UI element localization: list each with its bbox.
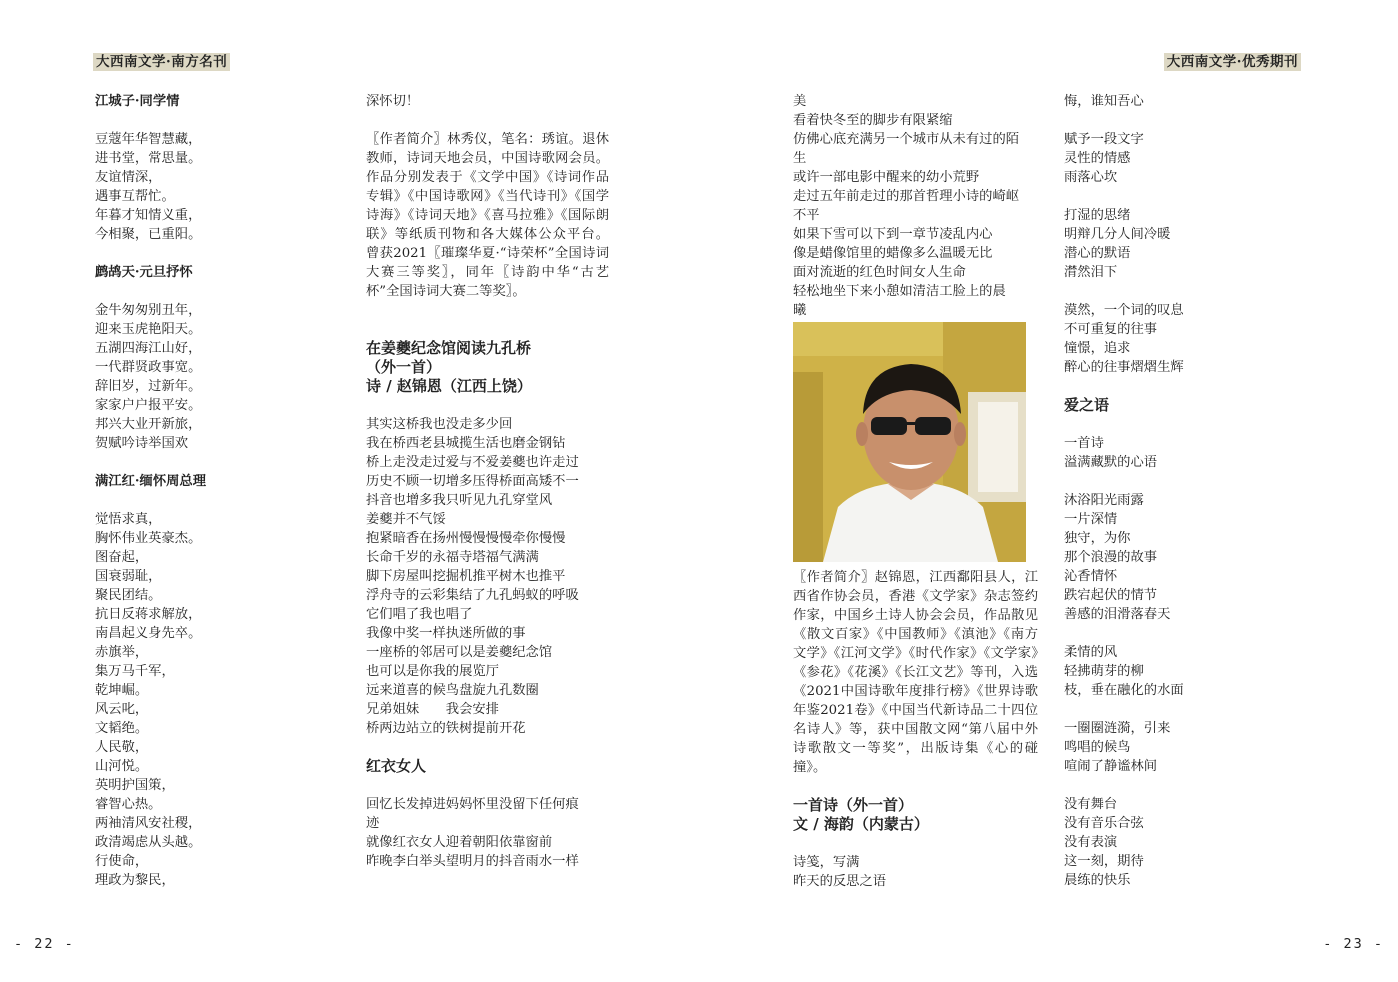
text-line: 抗日反蒋求解放， [95, 607, 202, 622]
poem-body-yishoushi [793, 853, 1038, 891]
right-column-1 [793, 92, 1038, 891]
text-line: 觉悟求真， [95, 512, 162, 527]
text-line [95, 491, 325, 510]
text-line: 没有表演 [1064, 835, 1118, 850]
text-line: 桥上走没走过爱与不爱姜夔也许走过 [366, 455, 579, 470]
text-line: 睿智心热。 [95, 797, 162, 812]
text-line: 漠然，一个词的叹息 [1064, 303, 1184, 318]
text-line: 赤旗举， [95, 645, 149, 660]
text-line: 灵性的情感 [1064, 151, 1131, 166]
text-line: 不可重复的往事 [1064, 322, 1158, 337]
text-line [95, 282, 325, 301]
text-line: 悔，谁知吾心 [1064, 94, 1144, 109]
section-title: 满江红·缅怀周总理 [95, 474, 207, 489]
running-head-left: 大西南文学·南方名刊 [93, 53, 230, 71]
text-line: 远来道喜的候鸟盘旋九孔数圈 [366, 683, 539, 698]
text-line: 潜心的默语 [1064, 246, 1131, 261]
text-line: 明辩几分人间冷暖 [1064, 227, 1171, 242]
text-line: 就像红衣女人迎着朝阳依靠窗前 [366, 835, 553, 850]
section-title: 爱之语 [1064, 396, 1110, 414]
poem-byline: 诗 / 赵锦恩（江西上饶） [366, 377, 532, 395]
author-photo [793, 322, 1026, 562]
running-head-right: 大西南文学·优秀期刊 [1164, 53, 1301, 71]
poem-body-jiukong [366, 415, 609, 738]
text-line: 面对流逝的红色时间女人生命 [793, 265, 966, 280]
text-line: 回忆长发掉进妈妈怀里没留下任何痕 [366, 797, 579, 812]
text-line: 赋予一段文字 [1064, 132, 1144, 147]
text-line [1064, 472, 1294, 491]
text-line: 遇事互帮忙。 [95, 189, 175, 204]
poem-title-hongyi: 红衣女人 [366, 757, 427, 775]
text-line: 醉心的往事熠熠生辉 [1064, 360, 1184, 375]
text-line: 独守，为你 [1064, 531, 1131, 546]
text-line: 兄弟姐妹 我会安排 [366, 702, 499, 717]
section-title: 鹧鸪天·元旦抒怀 [95, 265, 193, 280]
text-line: 或许一部电影中醒来的幼小荒野 [793, 170, 980, 185]
text-line [1064, 377, 1294, 396]
text-line: 憧憬，追求 [1064, 341, 1131, 356]
text-line: 打湿的思绪 [1064, 208, 1131, 223]
text-line: 轻拂萌芽的柳 [1064, 664, 1144, 679]
text-line: 人民敬， [95, 740, 149, 755]
text-line: 一座桥的邻居可以是姜夔纪念馆 [366, 645, 553, 660]
text-line: 像是蜡像馆里的蜡像多么温暖无比 [793, 246, 993, 261]
text-line: 贺赋吟诗举国欢 [95, 436, 189, 451]
text-line: 政清竭虑从头越。 [95, 835, 202, 850]
poem-title-jiukong: 在姜夔纪念馆阅读九孔桥 [366, 339, 532, 357]
poem-body-hongyi [366, 795, 609, 871]
page-number-left: - 22 - [14, 936, 75, 952]
text-line: 善感的泪滑落春天 [1064, 607, 1171, 622]
poem-body-continued [793, 92, 1038, 320]
text-line: 潸然泪下 [1064, 265, 1118, 280]
text-line: 乾坤崛。 [95, 683, 149, 698]
text-line: 山河悦。 [95, 759, 149, 774]
text-line: 我在桥西老县城揽生活也磨金钢钻 [366, 436, 566, 451]
text-line: 聚民团结。 [95, 588, 162, 603]
text-line [95, 453, 325, 472]
text-line: 迹 [366, 816, 380, 831]
text-line: 不平 [793, 208, 820, 223]
text-line [1064, 415, 1294, 434]
right-column-2 [1064, 92, 1294, 890]
text-line: 如果下雪可以下到一章节凌乱内心 [793, 227, 993, 242]
section-title: 江城子·同学情 [95, 94, 180, 109]
poem-subtitle: （外一首） [366, 358, 442, 376]
text-line: 邦兴大业开新旅， [95, 417, 202, 432]
text-line: 溢满藏默的心语 [1064, 455, 1158, 470]
text-line: 金牛匆匆别丑年， [95, 303, 202, 318]
text-line: 南昌起义身先卒。 [95, 626, 202, 641]
text-line: 美 [793, 94, 807, 109]
author-bio-lin: 〖作者简介〗林秀仪，笔名：琇谊。退休教师，诗词天地会员，中国诗歌网会员。作品分别发表于《文学中国》《诗词作品专辑》《中国诗歌网》《当代诗刊》《国学诗海》《诗词天地》《喜马拉雅》《国际朗联》等纸质刊物和各大媒体公众平台。 曾获2021〖璀璨华夏·“诗荣杯”全国诗词大赛三等奖〗，同年〖诗韵中华“古艺杯”全国诗词大赛二等奖〗。 [366, 132, 609, 299]
text-line: 今相聚，已重阳。 [95, 227, 202, 242]
text-line: 胸怀伟业英豪杰。 [95, 531, 202, 546]
text-line [1064, 700, 1294, 719]
text-line: 理政为黎民， [95, 873, 175, 888]
text-line: 集万马千军， [95, 664, 175, 679]
text-line: 长命千岁的永福寺塔福气满满 [366, 550, 539, 565]
text-line: 辞旧岁，过新年。 [95, 379, 202, 394]
text-line: 轻松地坐下来小憩如清洁工脸上的晨 [793, 284, 1006, 299]
author-portrait-image [793, 322, 1026, 562]
text-line: 一代群贤政事宽。 [95, 360, 202, 375]
text-line: 年暮才知情义重， [95, 208, 202, 223]
poem-title-yishoushi: 一首诗（外一首） [793, 796, 914, 814]
text-line: 一圈圈涟漪，引来 [1064, 721, 1171, 736]
text-line: 沁香情怀 [1064, 569, 1118, 584]
text-line: 进书堂，常思量。 [95, 151, 202, 166]
right-page [699, 0, 1398, 982]
text-line: 它们唱了我也唱了 [366, 607, 473, 622]
text-line [1064, 111, 1294, 130]
text-line: 那个浪漫的故事 [1064, 550, 1158, 565]
text-line: 国衰弱耻， [95, 569, 162, 584]
poem-byline-haiyun: 文 / 海韵（内蒙古） [793, 815, 929, 833]
text-line [1064, 187, 1294, 206]
text-line: 晨练的快乐 [1064, 873, 1131, 888]
text-line: 也可以是你我的展览厅 [366, 664, 499, 679]
text-line: 这一刻，期待 [1064, 854, 1144, 869]
text-line: 跌宕起伏的情节 [1064, 588, 1158, 603]
left-column-1 [95, 92, 325, 890]
text-line: 友谊情深， [95, 170, 162, 185]
text-line: 没有音乐合弦 [1064, 816, 1144, 831]
text-line [1064, 776, 1294, 795]
text-line: 走过五年前走过的那首哲理小诗的崎岖 [793, 189, 1020, 204]
text-line: 姜夔并不气馁 [366, 512, 446, 527]
text-line: 两袖清风安社稷， [95, 816, 202, 831]
text-line: 文韬绝。 [95, 721, 149, 736]
text-line: 我像中奖一样执迷所做的事 [366, 626, 526, 641]
text-line [95, 111, 325, 130]
text-line: 家家户户报平安。 [95, 398, 202, 413]
text-line: 没有舞台 [1064, 797, 1118, 812]
text-line: 生 [793, 151, 807, 166]
text-line: 一首诗 [1064, 436, 1104, 451]
text-line: 雨落心坎 [1064, 170, 1118, 185]
text-line: 五湖四海江山好， [95, 341, 202, 356]
text-line: 喧闹了静谧林间 [1064, 759, 1158, 774]
poem-ending-line: 深怀切！ [366, 94, 420, 109]
text-line: 昨晚李白举头望明月的抖音雨水一样 [366, 854, 579, 869]
text-line: 抖音也增多我只听见九孔穿堂风 [366, 493, 553, 508]
page-number-right: - 23 - [1323, 936, 1384, 952]
text-line: 行使命， [95, 854, 149, 869]
text-line: 桥两边站立的铁树提前开花 [366, 721, 526, 736]
text-line [1064, 624, 1294, 643]
text-line: 浮舟寺的云彩集结了九孔蚂蚁的呼吸 [366, 588, 579, 603]
text-line: 诗笺，写满 [793, 855, 860, 870]
text-line: 风云叱， [95, 702, 149, 717]
text-line: 看着快冬至的脚步有限紧缩 [793, 113, 953, 128]
text-line: 鸣唱的候鸟 [1064, 740, 1131, 755]
text-line: 英明护国策， [95, 778, 175, 793]
text-line: 抱紧暗香在扬州慢慢慢慢牵你慢慢 [366, 531, 566, 546]
author-bio-zhao: 〖作者简介〗赵锦恩，江西鄱阳县人，江西省作协会员，香港《文学家》杂志签约作家，中国乡土诗人协会会员，作品散见《散文百家》《中国教师》《滇池》《南方文学》《江河文学》《时代作家》《文学家》《参花》《花溪》《长江文艺》等刊，入选《2021中国诗歌年度排行榜》《世界诗歌年鉴2021卷》《中国当代新诗品二十四位名诗人》等，获中国散文网“第八届中外诗歌散文一等奖”，出版诗集《心的碰撞》。 [793, 570, 1038, 775]
text-line: 曦 [793, 303, 807, 318]
text-line: 昨天的反思之语 [793, 874, 887, 889]
text-line [95, 244, 325, 263]
text-line: 沐浴阳光雨露 [1064, 493, 1144, 508]
text-line: 柔情的风 [1064, 645, 1118, 660]
text-line: 历史不顾一切增多压得桥面高矮不一 [366, 474, 579, 489]
text-line: 脚下房屋叫挖掘机推平树木也推平 [366, 569, 566, 584]
text-line [1064, 282, 1294, 301]
text-line: 枝，垂在融化的水面 [1064, 683, 1184, 698]
left-column-2 [366, 92, 609, 871]
text-line: 豆蔻年华智慧藏， [95, 132, 202, 147]
text-line: 其实这桥我也没走多少回 [366, 417, 513, 432]
text-line: 图奋起， [95, 550, 149, 565]
text-line: 迎来玉虎艳阳天。 [95, 322, 202, 337]
text-line: 仿佛心底充满另一个城市从未有过的陌 [793, 132, 1020, 147]
text-line: 一片深情 [1064, 512, 1118, 527]
